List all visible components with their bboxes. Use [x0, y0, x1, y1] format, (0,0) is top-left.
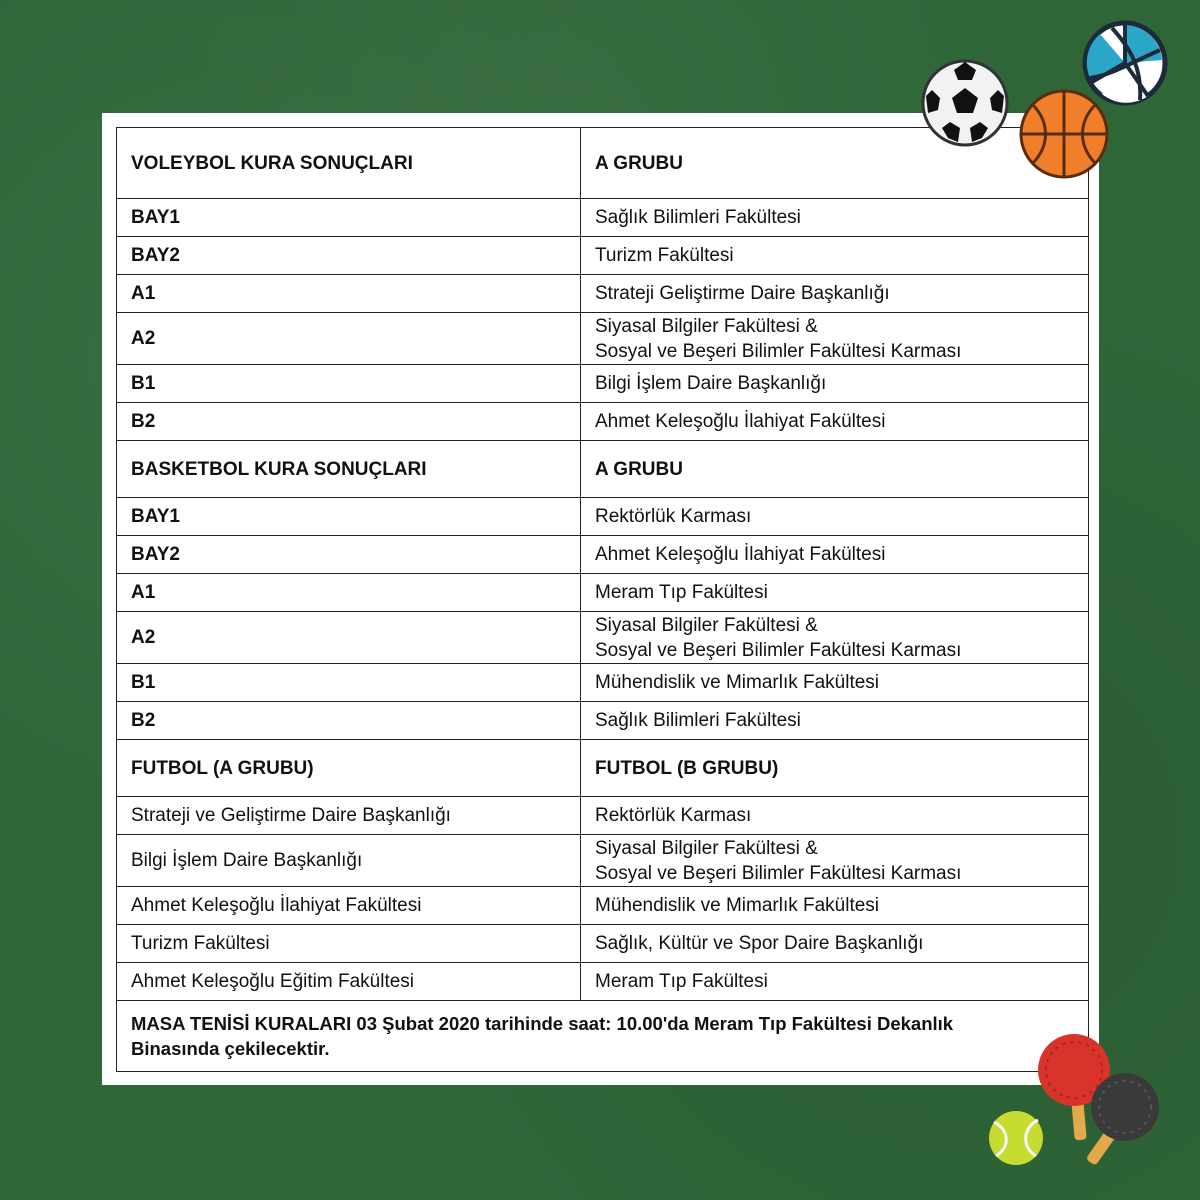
football-header-row — [117, 740, 1089, 797]
team-cell: Sağlık, Kültür ve Spor Daire Başkanlığı — [581, 925, 1089, 963]
table-row — [117, 536, 1089, 574]
team-line: Sosyal ve Beşeri Bilimler Fakültesi Karması — [595, 639, 962, 661]
table-tennis-paddle-icon — [1032, 1030, 1162, 1170]
table-row — [117, 275, 1089, 313]
note-row — [117, 1001, 1089, 1072]
draw-results-table — [116, 127, 1089, 1072]
table-row — [117, 574, 1089, 612]
results-card — [102, 113, 1099, 1085]
slot-cell: B1 — [117, 664, 581, 702]
slot-cell: B2 — [117, 702, 581, 740]
team-cell: Turizm Fakültesi — [117, 925, 581, 963]
team-cell: Rektörlük Karması — [581, 797, 1089, 835]
team-cell: Sağlık Bilimleri Fakültesi — [581, 199, 1089, 237]
team-cell: Ahmet Keleşoğlu İlahiyat Fakültesi — [117, 887, 581, 925]
slot-cell: BAY2 — [117, 536, 581, 574]
team-line: Siyasal Bilgiler Fakültesi & — [595, 315, 818, 337]
table-row — [117, 612, 1089, 664]
slot-cell: BAY1 — [117, 498, 581, 536]
team-cell: Mühendislik ve Mimarlık Fakültesi — [581, 664, 1089, 702]
slot-cell: A2 — [117, 313, 581, 365]
volleyball-group: A GRUBU — [581, 128, 1089, 199]
slot-cell: B2 — [117, 403, 581, 441]
team-line: Sosyal ve Beşeri Bilimler Fakültesi Karması — [595, 340, 962, 362]
table-row — [117, 925, 1089, 963]
basketball-title: BASKETBOL KURA SONUÇLARI — [117, 441, 581, 498]
football-b-title: FUTBOL (B GRUBU) — [581, 740, 1089, 797]
slot-cell: A2 — [117, 612, 581, 664]
team-line: Siyasal Bilgiler Fakültesi & — [595, 614, 818, 636]
slot-cell: A1 — [117, 275, 581, 313]
slot-cell: BAY2 — [117, 237, 581, 275]
team-line: Siyasal Bilgiler Fakültesi & — [595, 837, 818, 859]
table-row — [117, 403, 1089, 441]
football-a-title: FUTBOL (A GRUBU) — [117, 740, 581, 797]
team-cell: Mühendislik ve Mimarlık Fakültesi — [581, 887, 1089, 925]
slot-cell: BAY1 — [117, 199, 581, 237]
soccer-ball-icon — [920, 58, 1010, 148]
note-line: MASA TENİSİ KURALARI 03 Şubat 2020 tarihinde saat: 10.00'da Meram Tıp Fakültesi Dekanlık — [131, 1013, 954, 1034]
slot-cell: B1 — [117, 365, 581, 403]
volleyball-title: VOLEYBOL KURA SONUÇLARI — [117, 128, 581, 199]
tennis-ball-icon — [986, 1108, 1046, 1168]
basketball-header-row — [117, 441, 1089, 498]
team-cell: Strateji Geliştirme Daire Başkanlığı — [581, 275, 1089, 313]
note-line: Binasında çekilecektir. — [131, 1038, 330, 1059]
team-cell: Rektörlük Karması — [581, 498, 1089, 536]
table-row — [117, 237, 1089, 275]
team-cell — [581, 835, 1089, 887]
table-row — [117, 797, 1089, 835]
team-cell: Ahmet Keleşoğlu İlahiyat Fakültesi — [581, 536, 1089, 574]
team-cell: Ahmet Keleşoğlu Eğitim Fakültesi — [117, 963, 581, 1001]
basketball-group: A GRUBU — [581, 441, 1089, 498]
team-cell — [581, 313, 1089, 365]
team-line: Sosyal ve Beşeri Bilimler Fakültesi Karması — [595, 862, 962, 884]
team-cell: Meram Tıp Fakültesi — [581, 574, 1089, 612]
table-row — [117, 365, 1089, 403]
table-row — [117, 963, 1089, 1001]
table-row — [117, 199, 1089, 237]
slot-cell: A1 — [117, 574, 581, 612]
team-cell: Meram Tıp Fakültesi — [581, 963, 1089, 1001]
team-cell: Turizm Fakültesi — [581, 237, 1089, 275]
table-row — [117, 835, 1089, 887]
table-row — [117, 498, 1089, 536]
basketball-icon — [1018, 88, 1110, 180]
table-row — [117, 887, 1089, 925]
table-row — [117, 702, 1089, 740]
team-cell: Bilgi İşlem Daire Başkanlığı — [581, 365, 1089, 403]
team-cell: Ahmet Keleşoğlu İlahiyat Fakültesi — [581, 403, 1089, 441]
team-cell: Bilgi İşlem Daire Başkanlığı — [117, 835, 581, 887]
team-cell — [581, 612, 1089, 664]
table-row — [117, 664, 1089, 702]
team-cell: Sağlık Bilimleri Fakültesi — [581, 702, 1089, 740]
table-row — [117, 313, 1089, 365]
table-tennis-note — [117, 1001, 1089, 1072]
team-cell: Strateji ve Geliştirme Daire Başkanlığı — [117, 797, 581, 835]
